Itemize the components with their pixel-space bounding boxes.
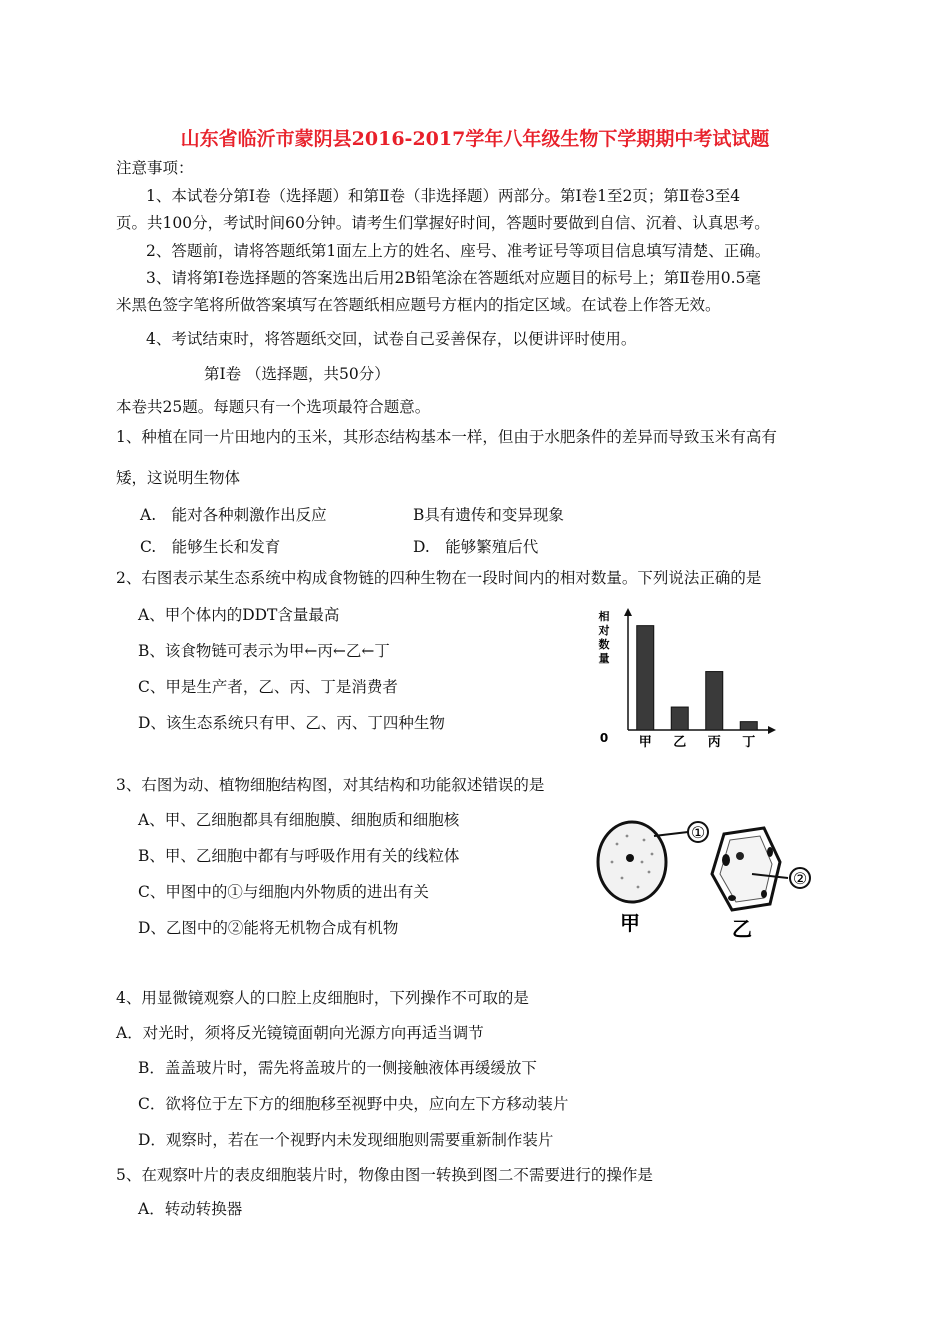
q4-stem: 4、用显微镜观察人的口腔上皮细胞时，下列操作不可取的是 <box>116 989 529 1007</box>
section-title: 第Ⅰ卷 （选择题，共50分） <box>204 365 390 383</box>
q4-option-d: D．观察时，若在一个视野内未发现细胞则需要重新制作装片 <box>138 1131 554 1149</box>
q3-cell-diagram <box>592 812 832 942</box>
bar-1 <box>671 707 688 730</box>
page-title: 山东省临沂市蒙阴县2016-2017学年八年级生物下学期期中考试试题 <box>180 128 770 150</box>
x-axis-arrow <box>768 726 776 734</box>
q2-option-a: A、甲个体内的DDT含量最高 <box>138 606 340 624</box>
x-tick-label: 甲 <box>638 735 652 750</box>
q4-option-b: B．盖盖玻片时，需先将盖玻片的一侧接触液体再缓缓放下 <box>138 1059 537 1077</box>
q5-option-a: A．转动转换器 <box>138 1200 243 1218</box>
q2-option-c: C、甲是生产者，乙、丙、丁是消费者 <box>138 678 398 696</box>
q5-stem: 5、在观察叶片的表皮细胞装片时，物像由图一转换到图二不需要进行的操作是 <box>116 1166 653 1184</box>
y-axis-label-char: 量 <box>598 652 610 665</box>
note-3-line-2: 米黑色签字笔将所做答案填写在答题纸相应题号方框内的指定区域。在试卷上作答无效。 <box>116 296 721 314</box>
note-1-line-1: 1、本试卷分第Ⅰ卷（选择题）和第Ⅱ卷（非选择题）两部分。第Ⅰ卷1至2页；第Ⅱ卷3至4 <box>146 187 741 205</box>
q3-option-b: B、甲、乙细胞中都有与呼吸作用有关的线粒体 <box>138 847 460 865</box>
q2-stem: 2、右图表示某生态系统中构成食物链的四种生物在一段时间内的相对数量。下列说法正确的是 <box>116 569 762 587</box>
q3-option-d: D、乙图中的②能将无机物合成有机物 <box>138 919 399 937</box>
bar-0 <box>637 626 654 730</box>
bar-3 <box>740 722 757 730</box>
q3-option-c: C、甲图中的①与细胞内外物质的进出有关 <box>138 883 429 901</box>
x-tick-label: 乙 <box>673 735 687 750</box>
note-2: 2、答题前，请将答题纸第1面左上方的姓名、座号、准考证号等项目信息填写清楚、正确。 <box>146 242 771 260</box>
note-1-line-2: 页。共100分，考试时间60分钟。请考生们掌握好时间，答题时要做到自信、沉着、认真思考。 <box>116 214 770 232</box>
q4-option-a: A．对光时，须将反光镜镜面朝向光源方向再适当调节 <box>116 1024 484 1042</box>
bar-2 <box>706 672 723 730</box>
x-tick-label: 丙 <box>707 735 721 750</box>
q1-stem-line-2: 矮，这说明生物体 <box>116 469 241 487</box>
label-2: ② <box>792 869 808 888</box>
q3-option-a: A、甲、乙细胞都具有细胞膜、细胞质和细胞核 <box>138 811 460 829</box>
origin-label: 0 <box>599 731 609 745</box>
q1-option-b: B具有遗传和变异现象 <box>413 506 564 524</box>
q2-option-b: B、该食物链可表示为甲←丙←乙←丁 <box>138 642 390 660</box>
q1-stem-line-1: 1、种植在同一片田地内的玉米，其形态结构基本一样，但由于水肥条件的差异而导致玉米有高有 <box>116 428 777 446</box>
q1-option-a: A. 能对各种刺激作出反应 <box>140 506 327 524</box>
q2-option-d: D、该生态系统只有甲、乙、丙、丁四种生物 <box>138 714 445 732</box>
q1-option-c: C. 能够生长和发育 <box>140 538 281 556</box>
animal-nucleus <box>626 854 634 862</box>
animal-cell <box>598 822 666 902</box>
q4-option-c: C．欲将位于左下方的细胞移至视野中央，应向左下方移动装片 <box>138 1095 569 1113</box>
x-tick-label: 丁 <box>742 735 756 750</box>
note-3-line-1: 3、请将第Ⅰ卷选择题的答案选出后用2B铅笔涂在答题纸对应题目的标号上；第Ⅱ卷用0.5毫 <box>146 269 761 287</box>
q1-option-d: D. 能够繁殖后代 <box>413 538 539 556</box>
q3-stem: 3、右图为动、植物细胞结构图，对其结构和功能叙述错误的是 <box>116 776 545 794</box>
y-axis-label-char: 对 <box>598 624 610 637</box>
cell-b-label: 乙 <box>732 917 752 941</box>
cell-a-label: 甲 <box>620 911 640 935</box>
y-axis-arrow <box>624 608 632 616</box>
note-4: 4、考试结束时，将答题纸交回，试卷自己妥善保存，以便讲评时使用。 <box>146 330 637 348</box>
section-intro: 本卷共25题。每题只有一个选项最符合题意。 <box>116 398 431 416</box>
plant-nucleus <box>736 852 744 860</box>
q2-bar-chart <box>592 602 782 762</box>
notes-heading: 注意事项： <box>116 159 194 177</box>
y-axis-label-char: 相 <box>598 610 610 623</box>
y-axis-label-char: 数 <box>598 638 610 651</box>
label-1: ① <box>690 823 706 842</box>
